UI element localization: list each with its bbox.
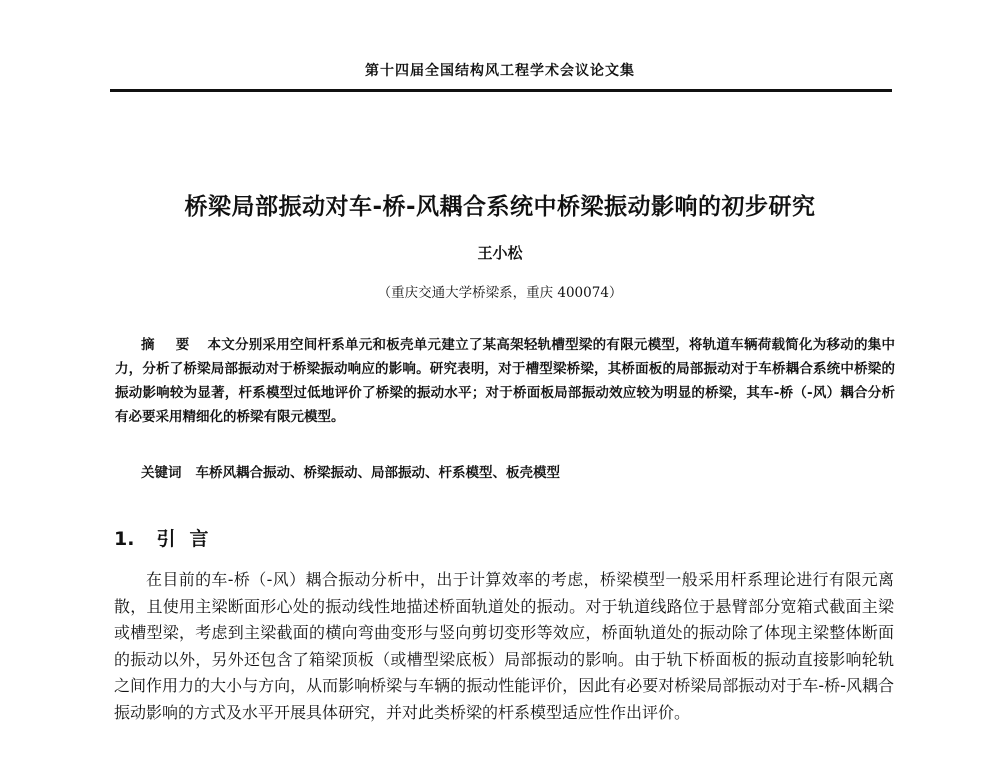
- keywords-label: 关键词: [141, 465, 182, 481]
- keywords-text: 车桥风耦合振动、桥梁振动、局部振动、杆系模型、板壳模型: [195, 465, 560, 481]
- author-affiliation: （重庆交通大学桥梁系，重庆 400074）: [377, 285, 623, 301]
- paper-title: 桥梁局部振动对车-桥-风耦合系统中桥梁振动影响的初步研究: [184, 194, 816, 220]
- section-title: 引言: [156, 528, 223, 550]
- section-heading: [114, 524, 222, 551]
- running-header: 第十四届全国结构风工程学术会议论文集: [365, 63, 635, 79]
- abstract-text: 本文分别采用空间杆系单元和板壳单元建立了某高架轻轨槽型梁的有限元模型，将轨道车辆荷载简化为移动的集中力，分析了桥梁局部振动对于桥梁振动响应的影响。研究表明，对于槽型梁桥梁，其桥面板的局部振动对于车桥耦合系统中桥梁的振动影响较为显著，杆系模型过低地评价了桥梁的振动水平；对于桥面板局部振动效应较为明显的桥梁，其车-桥（-风）耦合分析有必要采用精细化的桥梁有限元模型。: [115, 337, 895, 425]
- header-rule: [110, 89, 892, 92]
- body-paragraph: 在目前的车-桥（-风）耦合振动分析中，出于计算效率的考虑，桥梁模型一般采用杆系理论进行有限元离散，且使用主梁断面形心处的振动线性地描述桥面轨道处的振动。对于轨道线路位于悬臂部分宽箱式截面主梁或槽型梁，考虑到主梁截面的横向弯曲变形与竖向剪切变形等效应，桥面轨道处的振动除了体现主梁整体断面的振动以外，另外还包含了箱梁顶板（或槽型梁底板）局部振动的影响。由于轨下桥面板的振动直接影响轮轨之间作用力的大小与方向，从而影响桥梁与车辆的振动性能评价，因此有必要对桥梁局部振动对于车-桥-风耦合振动影响的方式及水平开展具体研究，并对此类桥梁的杆系模型适应性作出评价。: [114, 570, 894, 722]
- keywords: [141, 461, 881, 481]
- author-name: 王小松: [477, 244, 523, 262]
- section-number: 1.: [114, 528, 135, 550]
- abstract: [115, 333, 895, 429]
- abstract-label: 摘 要: [141, 337, 198, 353]
